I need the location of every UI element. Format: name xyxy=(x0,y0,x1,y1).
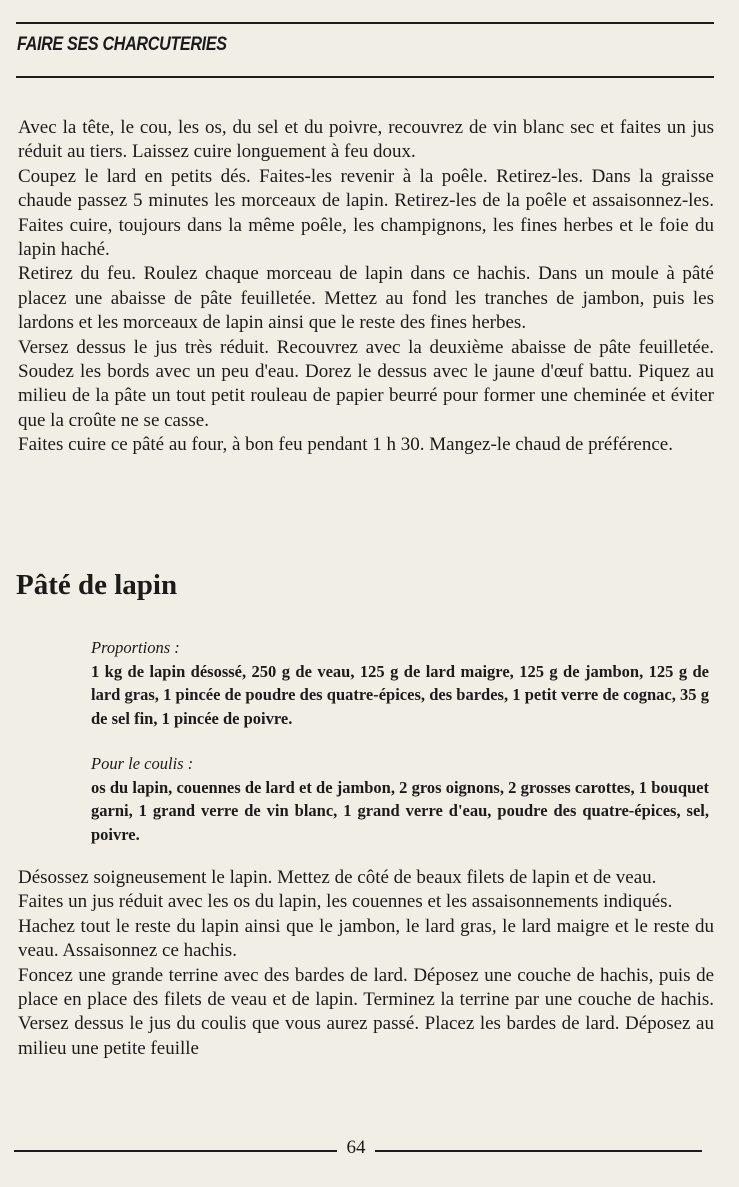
paragraph: Faites cuire ce pâté au four, à bon feu pendant 1 h 30. Mangez-le chaud de préférence. xyxy=(18,434,673,456)
coulis-block xyxy=(91,752,709,846)
footer-rule-right xyxy=(375,1150,702,1152)
header-bottom-rule xyxy=(16,76,714,78)
paragraph: Avec la tête, le cou, les os, du sel et du poivre, recouvrez de vin blanc sec et faites un jus réduit au tiers. Laissez cuire longuement à feu doux. xyxy=(18,117,714,163)
header-top-rule xyxy=(16,22,714,24)
coulis-text: os du lapin, couennes de lard et de jambon, 2 gros oignons, 2 grosses carottes, 1 bouquet garni, 1 grand verre de vin blanc, 1 grand verre d'eau, poudre des quatre-épices, sel, poivre. xyxy=(91,777,709,844)
paragraph: Retirez du feu. Roulez chaque morceau de lapin dans ce hachis. Dans un moule à pâté placez une abaisse de pâte feuilletée. Mettez au fond les tranches de jambon, puis les lardons et les morceaux de lapin ainsi que le reste des fines herbes. xyxy=(18,263,714,334)
method-text xyxy=(18,866,714,1061)
intro-text xyxy=(18,116,714,458)
footer-rule-left xyxy=(14,1150,337,1152)
paragraph: Foncez une grande terrine avec des bardes de lard. Déposez une couche de hachis, puis de place en place des filets de veau et de lapin. Terminez la terrine par une couche de hachis. Versez dessus le jus du coulis que vous aurez passé. Placez les bardes de lard. Déposez au milieu une petite feuille xyxy=(18,964,714,1059)
running-header: FAIRE SES CHARCUTERIES xyxy=(17,34,227,55)
paragraph: Désossez soigneusement le lapin. Mettez de côté de beaux filets de lapin et de veau. xyxy=(18,867,657,888)
proportions-block xyxy=(91,636,709,730)
paragraph: Faites un jus réduit avec les os du lapin, les couennes et les assaisonnements indiqués. xyxy=(18,891,673,913)
proportions-label: Proportions : xyxy=(91,638,180,657)
recipe-title: Pâté de lapin xyxy=(16,569,178,601)
paragraph: Hachez tout le reste du lapin ainsi que le jambon, le lard gras, le lard maigre et le reste du veau. Assaisonnez ce hachis. xyxy=(18,915,714,962)
paragraph: Coupez le lard en petits dés. Faites-les revenir à la poêle. Retirez-les. Dans la graisse chaude passez 5 minutes les morceaux de lapin. Retirez-les de la poêle et assaisonnez-les. Faites cuire, toujours dans la même poêle, les champignons, les fines herbes et le foie du lapin haché. xyxy=(18,165,714,261)
coulis-label: Pour le coulis : xyxy=(91,754,194,773)
paragraph: Versez dessus le jus très réduit. Recouvrez avec la deuxième abaisse de pâte feuilletée. Soudez les bords avec un peu d'eau. Dorez le dessus avec le jaune d'œuf battu. Piquez au milieu de la pâte un tout petit rouleau de papier beurré pour former une cheminée et éviter que la croûte ne se casse. xyxy=(18,336,714,431)
page-number: 64 xyxy=(346,1137,366,1158)
proportions-text: 1 kg de lapin désossé, 250 g de veau, 125 g de lard maigre, 125 g de jambon, 125 g de lard gras, 1 pincée de poudre des quatre-épices, des bardes, 1 petit verre de cognac, 35 g de sel fin, 1 pincée de poivre. xyxy=(91,661,709,728)
